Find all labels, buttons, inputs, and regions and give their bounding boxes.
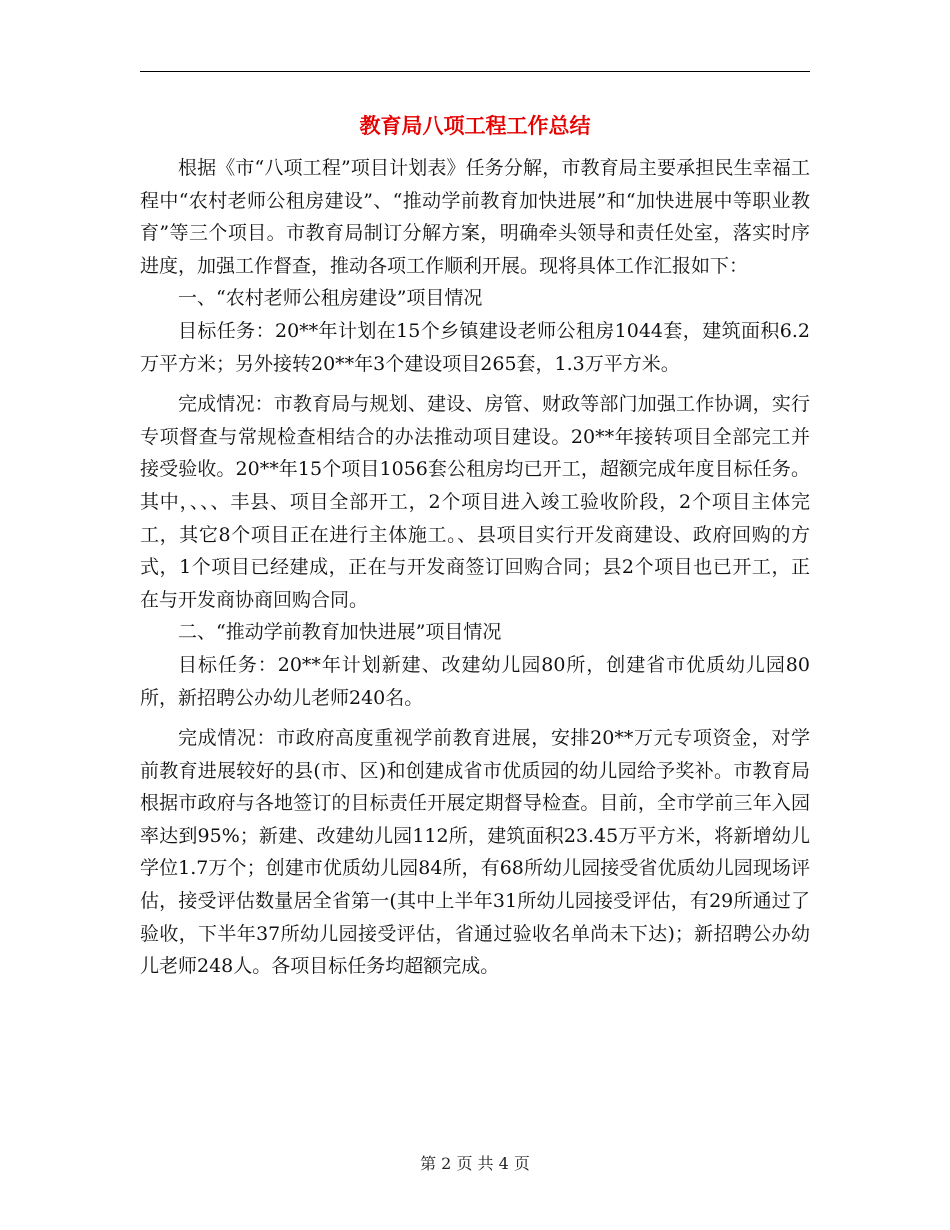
document-body <box>140 152 810 983</box>
completion-paragraph-2: 完成情况：市政府高度重视学前教育进展，安排20**万元专项资金，对学前教育进展较好的县(市、区)和创建成省市优质园的幼儿园给予奖补。市教育局根据市政府与各地签订的目标责任开展定期督导检查。目前，全市学前三年入园率达到95%；新建、改建幼儿园112所，建筑面积23.45万平方米，将新增幼儿学位1.7万个；创建市优质幼儿园84所，有68所幼儿园接受省优质幼儿园现场评估，接受评估数量居全省第一(其中上半年31所幼儿园接受评估，有29所通过了验收，下半年37所幼儿园接受评估，省通过验收名单尚未下达)；新招聘公办幼儿老师248人。各项目标任务均超额完成。 <box>140 727 810 978</box>
target-paragraph-2: 目标任务：20**年计划新建、改建幼儿园80所，创建省市优质幼儿园80所，新招聘公办幼儿老师240名。 <box>140 653 810 709</box>
completion-paragraph-1: 完成情况：市教育局与规划、建设、房管、财政等部门加强工作协调，实行专项督查与常规检查相结合的办法推动项目建设。20**年接转项目全部完工并接受验收。20**年15个项目1056套公租房均已开工，超额完成年度目标任务。其中，、、、丰县、项目全部开工，2个项目进入竣工验收阶段，2个项目主体完工，其它8个项目正在进行主体施工。、县项目实行开发商建设、政府回购的方式，1个项目已经建成，正在与开发商签订回购合同；县2个项目也已开工，正在与开发商协商回购合同。 <box>140 393 810 611</box>
intro-paragraph: 根据《市“八项工程”项目计划表》任务分解，市教育局主要承担民生幸福工程中“农村老师公租房建设”、“推动学前教育加快进展”和“加快进展中等职业教育”等三个项目。市教育局制订分解方案，明确牵头领导和责任处室，落实时序进度，加强工作督查，推动各项工作顺利开展。现将具体工作汇报如下： <box>140 157 810 277</box>
header-rule <box>140 71 810 72</box>
section-heading-1: 一、“农村老师公租房建设”项目情况 <box>178 287 483 310</box>
document-title: 教育局八项工程工作总结 <box>359 113 591 138</box>
page-number-footer: 第 2 页 共 4 页 <box>420 1154 530 1173</box>
section-heading-2: 二、“推动学前教育加快进展”项目情况 <box>178 621 502 644</box>
target-paragraph-1: 目标任务：20**年计划在15个乡镇建设老师公租房1044套，建筑面积6.2万平方米；另外接转20**年3个建设项目265套，1.3万平方米。 <box>140 319 810 375</box>
